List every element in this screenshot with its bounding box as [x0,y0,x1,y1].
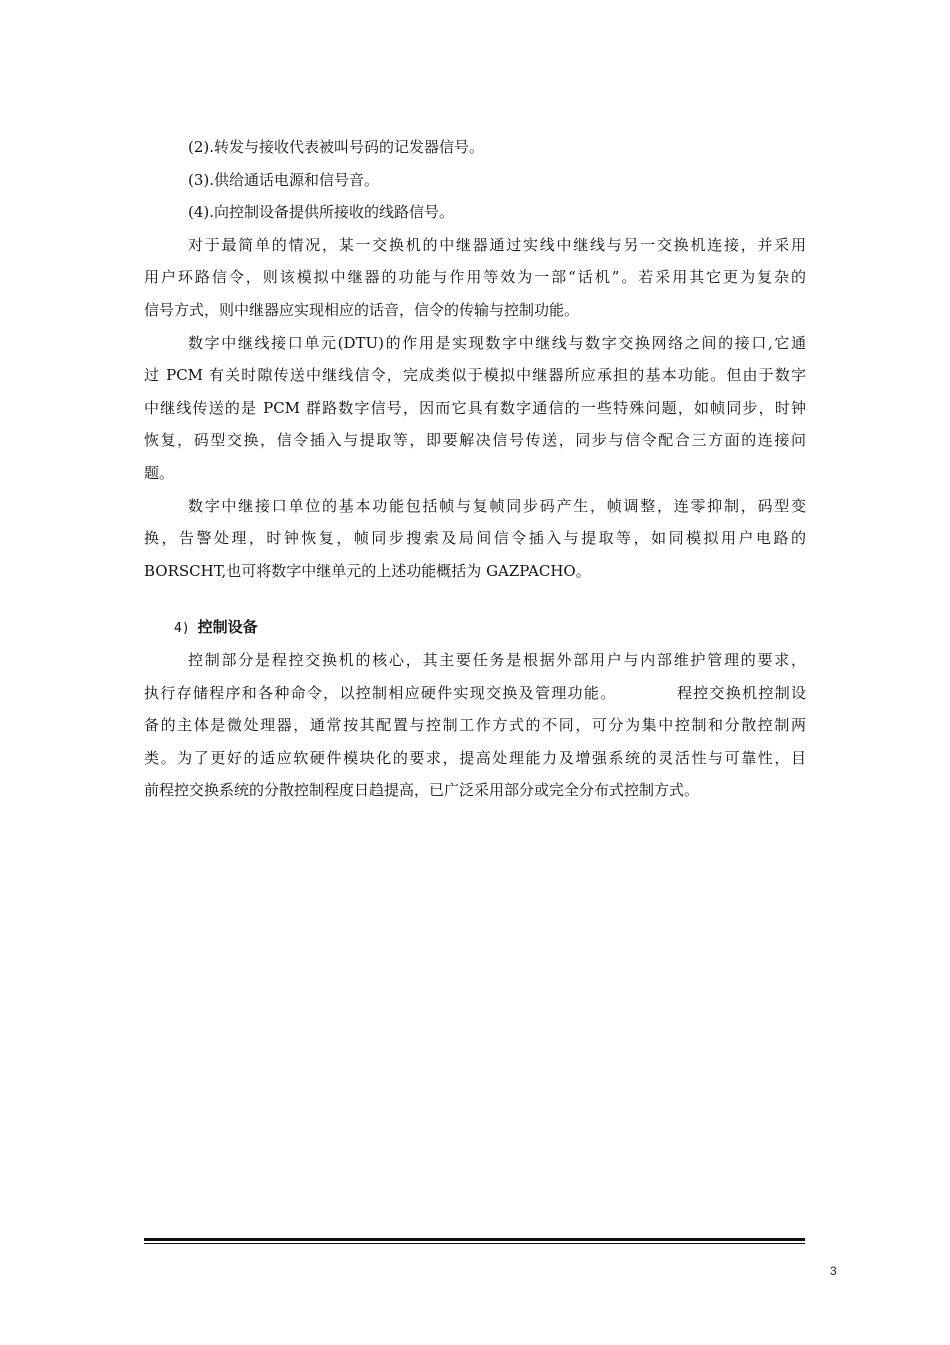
paragraph-line: 前程控交换系统的分散控制程度日趋提高，已广泛采用部分或完全分布式控制方式。 [144,781,700,800]
paragraph-line: 控制部分是程控交换机的核心，其主要任务是根据外部用户与内部维护管理的要求， [188,650,806,669]
paragraph-line: 备的主体是微处理器，通常按其配置与控制工作方式的不同，可分为集中控制和分散控制两 [144,716,806,735]
paragraph-line: 恢复，码型交换，信令插入与提取等，即要解决信号传送，同步与信令配合三方面的连接问 [144,431,806,450]
page-number: 3 [830,1264,837,1278]
list-item: (3).供给通话电源和信号音。 [188,170,380,189]
section-heading [144,611,806,644]
paragraph-line: 数字中继线接口单元(DTU)的作用是实现数字中继线与数字交换网络之间的接口,它通 [188,333,806,352]
paragraph-line: 执行存储程序和各种命令，以控制相应硬件实现交换及管理功能。 程控交换机控制设 [144,683,806,702]
paragraph-line: 题。 [144,463,175,482]
document-body [144,131,806,807]
paragraph-line: 数字中继接口单位的基本功能包括帧与复帧同步码产生，帧调整，连零抑制，码型变 [188,496,806,515]
paragraph-dtu [144,327,806,490]
paragraph-control-equipment [144,644,806,807]
paragraph-line: 过 PCM 有关时隙传送中继线信令，完成类似于模拟中继器所应承担的基本功能。但由于数字 [144,366,806,385]
paragraph-line: 换，告警处理，时钟恢复，帧同步搜索及局间信令插入与提取等，如同模拟用户电路的 [144,529,806,548]
paragraph-analog-trunk [144,229,806,327]
section-title: 控制设备 [197,618,258,637]
paragraph-line: BORSCHT,也可将数字中继单元的上述功能概括为 GAZPACHO。 [144,561,591,580]
paragraph-line: 信号方式，则中继器应实现相应的话音，信令的传输与控制功能。 [144,300,580,319]
paragraph-digital-trunk-functions [144,490,806,588]
paragraph-line: 对于最简单的情况，某一交换机的中继器通过实线中继线与另一交换机连接，并采用 [188,235,806,254]
list-item: (2).转发与接收代表被叫号码的记发器信号。 [188,138,485,156]
footer-rule-thick [144,1238,805,1241]
section-number: 4) [174,621,190,637]
list-item: (4).向控制设备提供所接收的线路信号。 [188,203,455,222]
paragraph-line: 类。为了更好的适应软硬件模块化的要求，提高处理能力及增强系统的灵活性与可靠性，目 [144,748,806,767]
paragraph-line: 用户环路信令，则该模拟中继器的功能与作用等效为一部“话机”。若采用其它更为复杂的 [144,268,806,287]
paragraph-line: 中继线传送的是 PCM 群路数字信号，因而它具有数字通信的一些特殊问题，如帧同步，时钟 [144,398,806,417]
section-spacer [144,587,806,611]
footer-rule-thin [144,1243,805,1244]
